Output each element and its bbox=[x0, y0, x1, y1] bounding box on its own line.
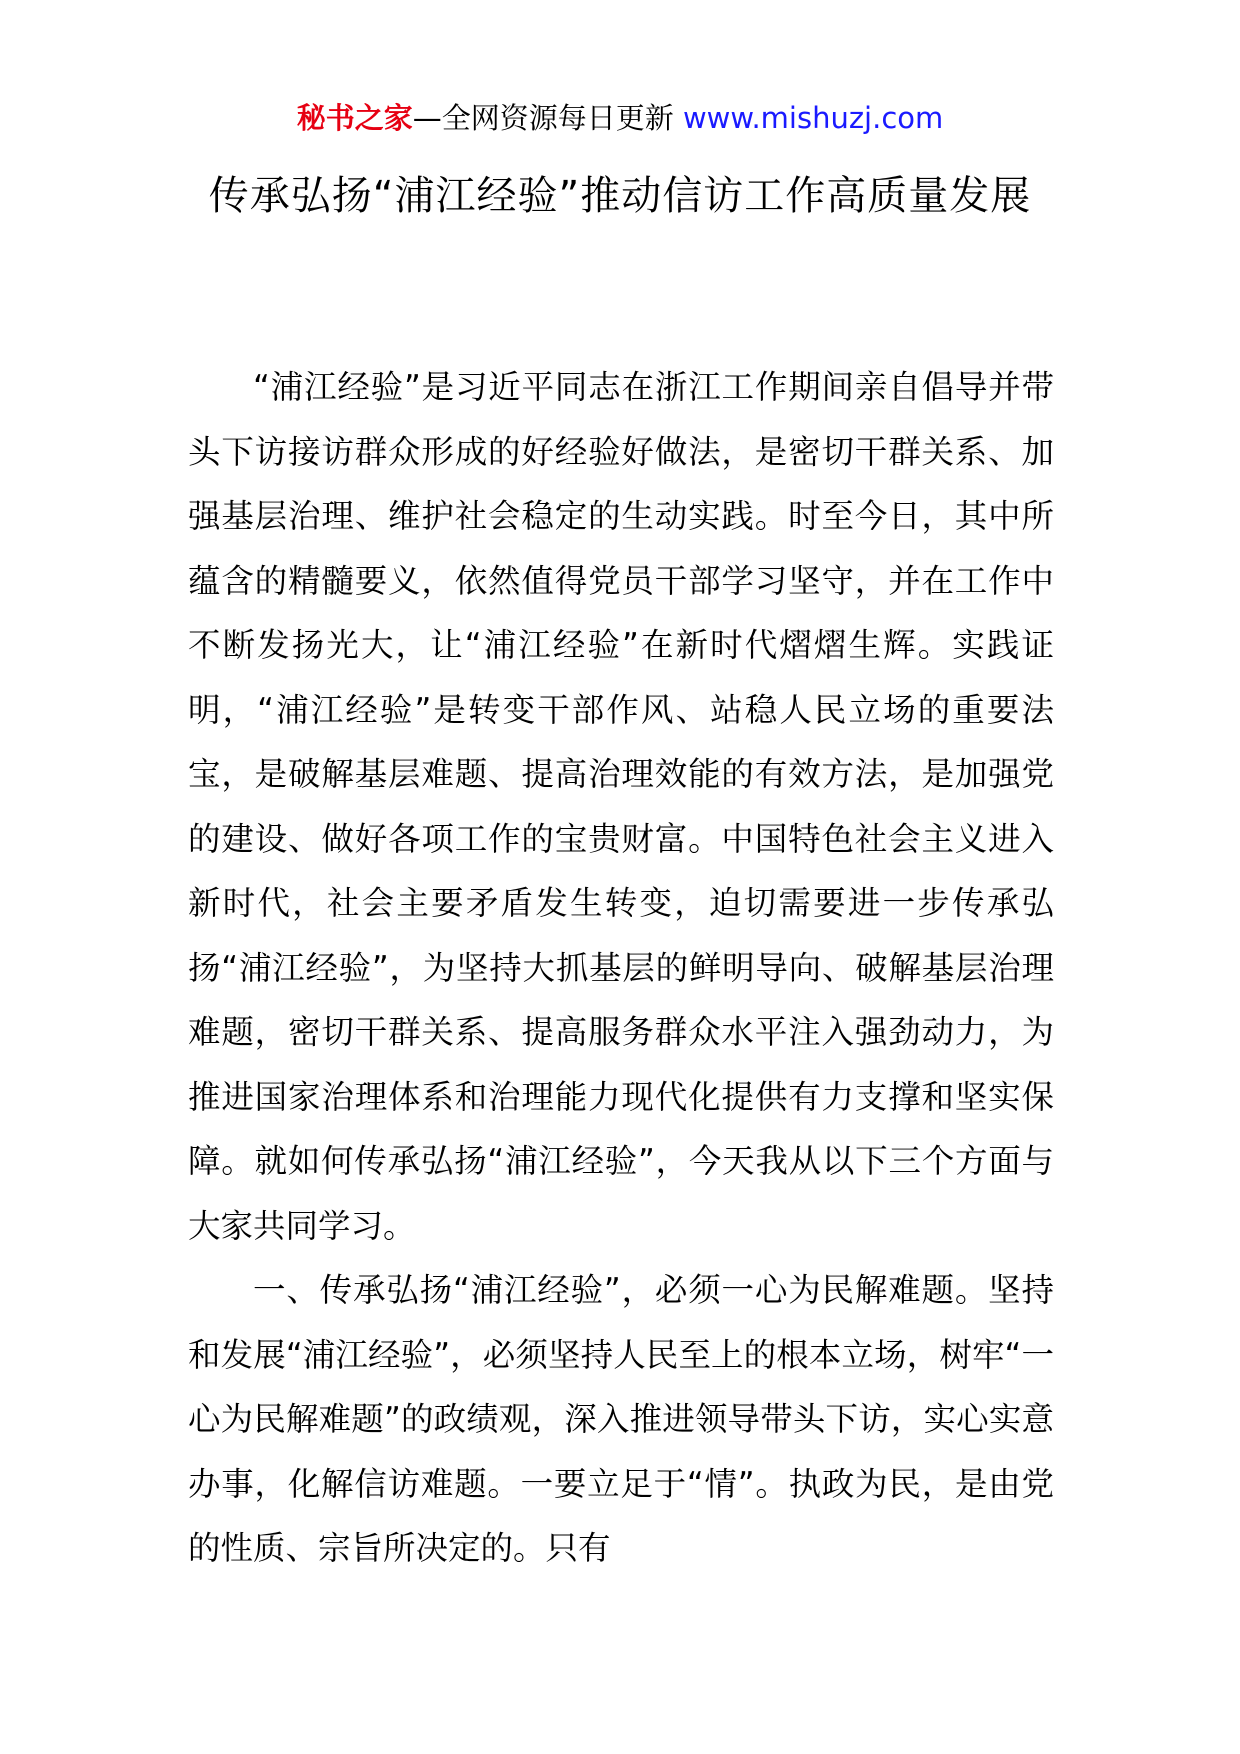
paragraph-intro: “浦江经验”是习近平同志在浙江工作期间亲自倡导并带头下访接访群众形成的好经验好做法，是密切干群关系、加强基层治理、维护社会稳定的生动实践。时至今日，其中所蕴含的精髓要义，依然值得党员干部学习坚守，并在工作中不断发扬光大，让“浦江经验”在新时代熠熠生辉。实践证明，“浦江经验”是转变干部作风、站稳人民立场的重要法宝，是破解基层难题、提高治理效能的有效方法，是加强党的建设、做好各项工作的宝贵财富。中国特色社会主义进入新时代，社会主要矛盾发生转变，迫切需要进一步传承弘扬“浦江经验”，为坚持大抓基层的鲜明导向、破解基层治理难题，密切干群关系、提高服务群众水平注入强劲动力，为推进国家治理体系和治理能力现代化提供有力支撑和坚实保障。就如何传承弘扬“浦江经验”，今天我从以下三个方面与大家共同学习。 bbox=[188, 368, 1054, 1245]
document-body bbox=[188, 355, 1054, 1581]
site-brand: 秘书之家 bbox=[296, 101, 413, 135]
document-title: 传承弘扬“浦江经验”推动信访工作高质量发展 bbox=[208, 173, 1032, 219]
site-tagline: —全网资源每日更新 bbox=[412, 101, 683, 135]
site-header bbox=[0, 98, 1240, 138]
paragraph-section-one: 一、传承弘扬“浦江经验”，必须一心为民解难题。坚持和发展“浦江经验”，必须坚持人民至上的根本立场，树牢“一心为民解难题”的政绩观，深入推进领导带头下访，实心实意办事，化解信访难题。一要立足于“情”。执政为民，是由党的性质、宗旨所决定的。只有 bbox=[188, 1271, 1054, 1567]
site-url-link[interactable]: www.mishuzj.com bbox=[682, 101, 944, 135]
